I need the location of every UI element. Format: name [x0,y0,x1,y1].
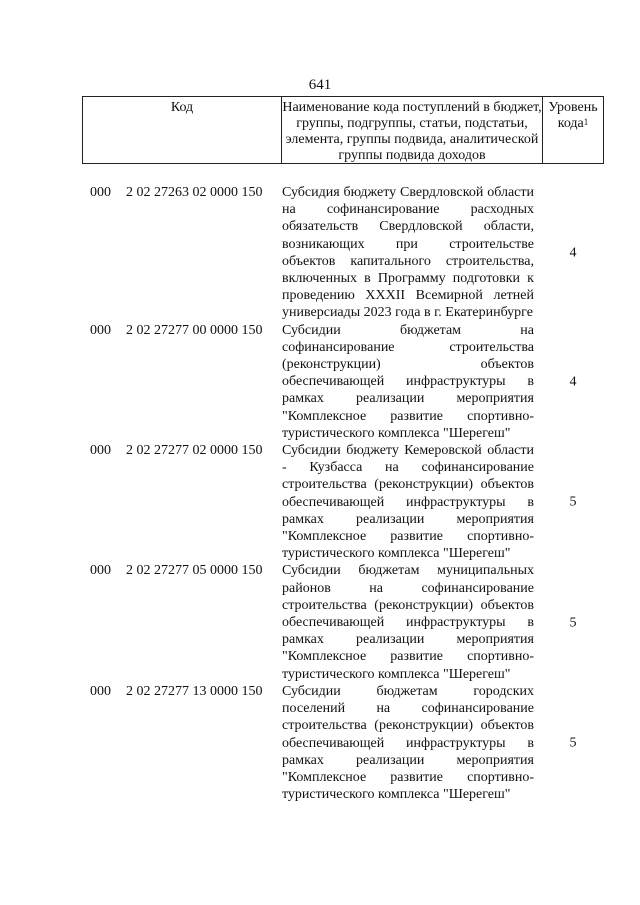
header-name: Наименование кода поступлений в бюджет, группы, подгруппы, статьи, подстатьи, элемента, группы подвида, аналитической группы подвида доходов [281,97,543,163]
row-code: 2 02 27277 02 0000 150 [126,443,263,459]
row-level: 5 [569,494,577,510]
header-level-label: Уровень кода [548,100,598,131]
header-level-footnote: 1 [583,117,589,127]
table-row [0,442,640,562]
row-code: 2 02 27277 05 0000 150 [126,563,263,579]
row-name: Субсидии бюджетам городских поселений на софинансирование строительства (реконструкции) объектов обеспечивающей инфраструктуры в рамках реализации мероприятия "Комплексное развитие спортивно-туристического комплекса "Шерегеш" [282,683,534,803]
row-name: Субсидии бюджетам муниципальных районов на софинансирование строительства (реконструкции) объектов обеспечивающей инфраструктуры в рамках реализации мероприятия "Комплексное развитие спортивно-туристического комплекса "Шерегеш" [282,563,534,682]
row-prefix: 000 [90,683,111,699]
row-code: 2 02 27263 02 0000 150 [126,185,263,200]
table-row [0,322,640,442]
row-name: Субсидии бюджету Кемеровской области - Кузбасса на софинансирование строительства (реконструкции) объектов обеспечивающей инфраструктуры в рамках реализации мероприятия "Комплексное развитие спортивно-туристического комплекса "Шерегеш" [282,443,534,562]
header-level [543,97,603,163]
table-header [82,96,604,164]
row-level: 5 [569,735,577,751]
table-row [0,184,640,322]
table-row [0,562,640,682]
row-name: Субсидии бюджетам на софинансирование строительства (реконструкции) объектов обеспечивающей инфраструктуры в рамках реализации мероприятия "Комплексное развитие спортивно-туристического комплекса "Шерегеш" [282,322,534,441]
row-prefix: 000 [90,563,111,579]
row-prefix: 000 [90,185,111,200]
row-prefix: 000 [90,443,111,459]
row-level: 4 [569,245,577,261]
page-number: 641 [308,77,332,93]
table-row [0,683,640,803]
row-level: 5 [569,615,577,631]
row-code: 2 02 27277 13 0000 150 [126,683,263,699]
row-name: Субсидия бюджету Свердловской области на софинансирование расходных обязательств Свердловской области, возникающих при строительстве объектов капитального строительства, включенных в Программу подготовки к проведению XXXII Всемирной летней универсиады 2023 года в г. Екатеринбурге [282,185,534,321]
row-code: 2 02 27277 00 0000 150 [126,322,263,338]
header-code: Код [170,100,194,115]
row-level: 4 [569,374,577,390]
row-prefix: 000 [90,322,111,338]
table-body [0,184,640,803]
